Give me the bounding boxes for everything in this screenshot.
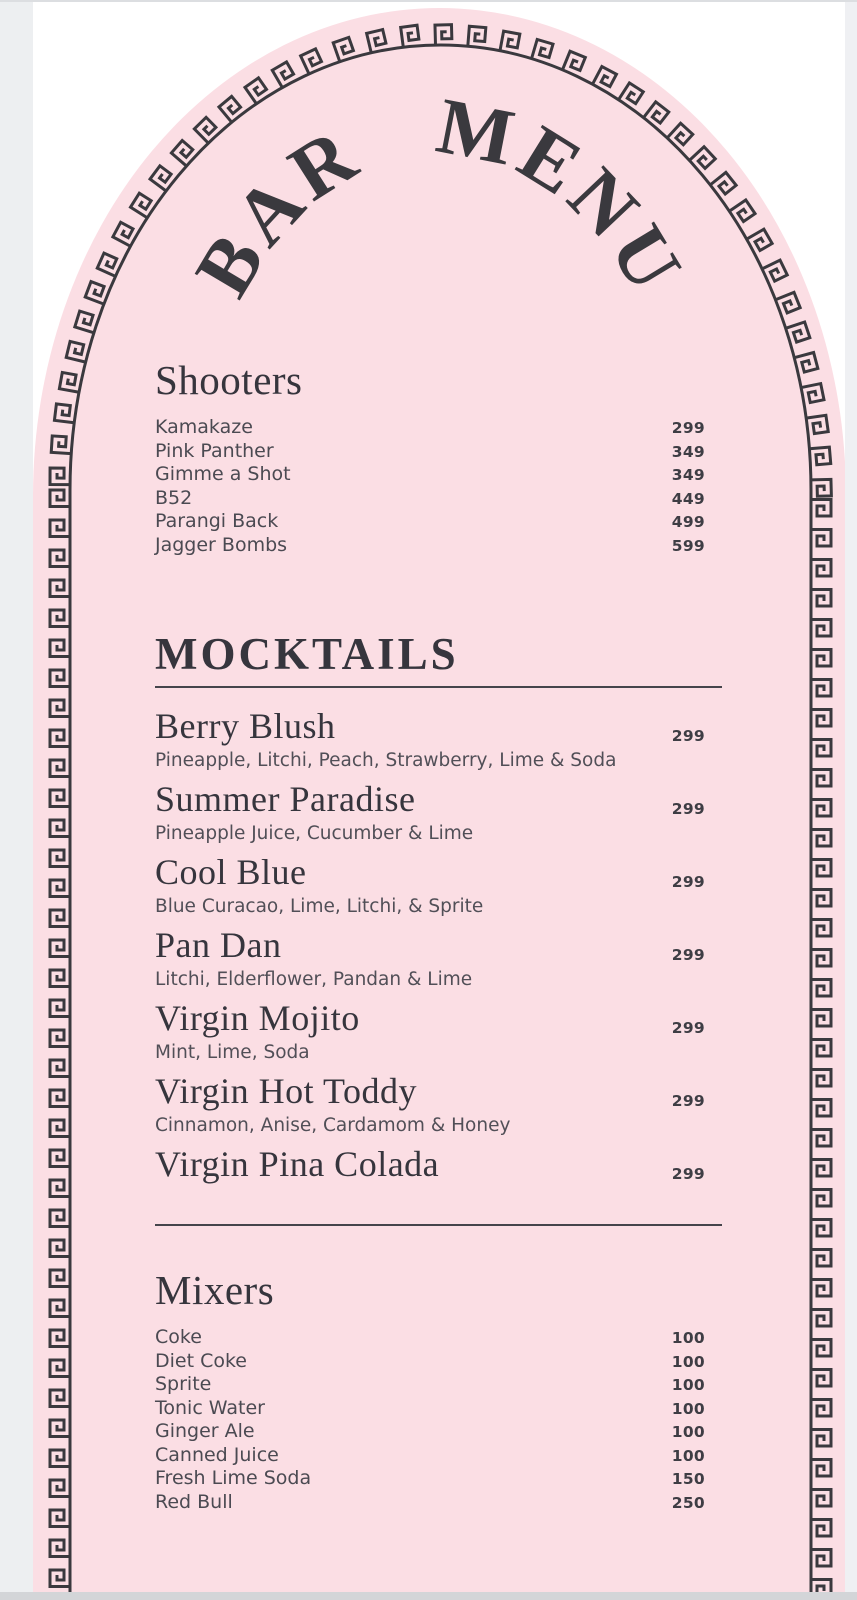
menu-item-row [155, 510, 705, 534]
mocktail-name-row [155, 1142, 705, 1186]
section-heading: Shooters [155, 357, 303, 403]
item-price: 100 [671, 1352, 705, 1371]
divider-rule [155, 1224, 722, 1226]
item-price: 100 [671, 1329, 705, 1347]
mocktail-name-row [155, 996, 705, 1040]
item-price: 100 [671, 1376, 705, 1394]
menu-item-row [155, 1350, 705, 1374]
mocktail-name-row [155, 777, 705, 821]
item-name: Berry Blush [155, 706, 336, 746]
menu-item-row [155, 1467, 705, 1491]
menu-item-row [155, 1491, 705, 1515]
item-name: Ginger Ale [155, 1420, 255, 1442]
section-mixers [155, 1268, 705, 1514]
item-price: 299 [671, 873, 705, 891]
item-price: 250 [671, 1493, 705, 1512]
item-name: Pink Panther [155, 439, 274, 462]
menu-item-row [155, 440, 705, 464]
item-description: Blue Curacao, Lime, Litchi, & Sprite [155, 896, 484, 917]
item-price: 150 [671, 1470, 705, 1488]
item-price: 349 [671, 442, 705, 461]
mocktail-entry [155, 850, 705, 920]
item-name: B52 [155, 486, 193, 509]
item-price: 349 [671, 466, 705, 484]
item-description: Cinnamon, Anise, Cardamom & Honey [155, 1115, 511, 1136]
item-name: Cool Blue [155, 852, 307, 892]
mocktail-entry [155, 1069, 705, 1139]
item-price: 299 [671, 946, 705, 964]
item-price: 100 [671, 1399, 705, 1418]
menu-item-row [155, 416, 705, 440]
item-name: Diet Coke [155, 1349, 247, 1372]
menu-item-row [155, 1326, 705, 1350]
menu-item-row [155, 1373, 705, 1397]
item-price: 299 [671, 419, 705, 437]
section-heading: MOCKTAILS [155, 629, 459, 679]
mocktail-name-row [155, 1069, 705, 1113]
item-description: Pineapple Juice, Cucumber & Lime [155, 823, 474, 844]
item-price: 299 [671, 727, 705, 745]
section-mocktails [155, 630, 705, 678]
item-price: 499 [671, 513, 705, 531]
item-name: Red Bull [155, 1490, 233, 1513]
item-price: 299 [671, 1092, 705, 1110]
item-price: 299 [671, 800, 705, 818]
divider-rule [155, 686, 722, 688]
page-bottom-edge [0, 1592, 857, 1600]
item-price: 599 [671, 536, 705, 555]
page-top-edge [0, 0, 857, 2]
menu-item-row [155, 487, 705, 511]
arc-title-text: BAR MENU [178, 81, 702, 311]
item-name: Virgin Pina Colada [155, 1144, 440, 1184]
page-right-gutter [845, 0, 857, 1600]
item-name: Virgin Mojito [155, 998, 360, 1038]
item-name: Kamakaze [155, 416, 253, 438]
item-price: 100 [671, 1423, 705, 1441]
item-name: Fresh Lime Soda [155, 1467, 312, 1489]
mocktail-name-row [155, 923, 705, 967]
item-description: Pineapple, Litchi, Peach, Strawberry, Lime & Soda [155, 750, 617, 771]
item-name: Summer Paradise [155, 779, 416, 819]
item-name: Jagger Bombs [155, 533, 288, 556]
mocktail-entry [155, 704, 705, 774]
section-shooters [155, 358, 705, 557]
menu-item-row [155, 463, 705, 487]
item-price: 449 [671, 489, 705, 508]
mocktail-name-row [155, 850, 705, 894]
mocktail-entry [155, 1142, 705, 1186]
item-name: Pan Dan [155, 925, 282, 965]
shooters-list [155, 416, 705, 557]
item-name: Parangi Back [155, 510, 279, 532]
item-price: 100 [671, 1446, 705, 1465]
item-name: Canned Juice [155, 1443, 279, 1466]
section-heading: Mixers [155, 1267, 275, 1313]
item-description: Litchi, Elderflower, Pandan & Lime [155, 969, 473, 990]
item-name: Tonic Water [155, 1396, 265, 1419]
item-name: Coke [155, 1326, 202, 1348]
menu-item-row [155, 534, 705, 558]
page-left-gutter [0, 0, 33, 1600]
item-name: Virgin Hot Toddy [155, 1071, 418, 1111]
item-description: Mint, Lime, Soda [155, 1042, 310, 1063]
menu-item-row [155, 1397, 705, 1421]
menu-item-row [155, 1420, 705, 1444]
item-name: Gimme a Shot [155, 463, 291, 485]
mocktail-entry [155, 923, 705, 993]
item-price: 299 [671, 1165, 705, 1183]
item-price: 299 [671, 1019, 705, 1037]
item-name: Sprite [155, 1373, 212, 1395]
menu-item-row [155, 1444, 705, 1468]
mocktail-name-row [155, 704, 705, 748]
mixers-list [155, 1326, 705, 1514]
mocktail-entry [155, 996, 705, 1066]
mocktails-list [155, 704, 705, 1189]
mocktail-entry [155, 777, 705, 847]
